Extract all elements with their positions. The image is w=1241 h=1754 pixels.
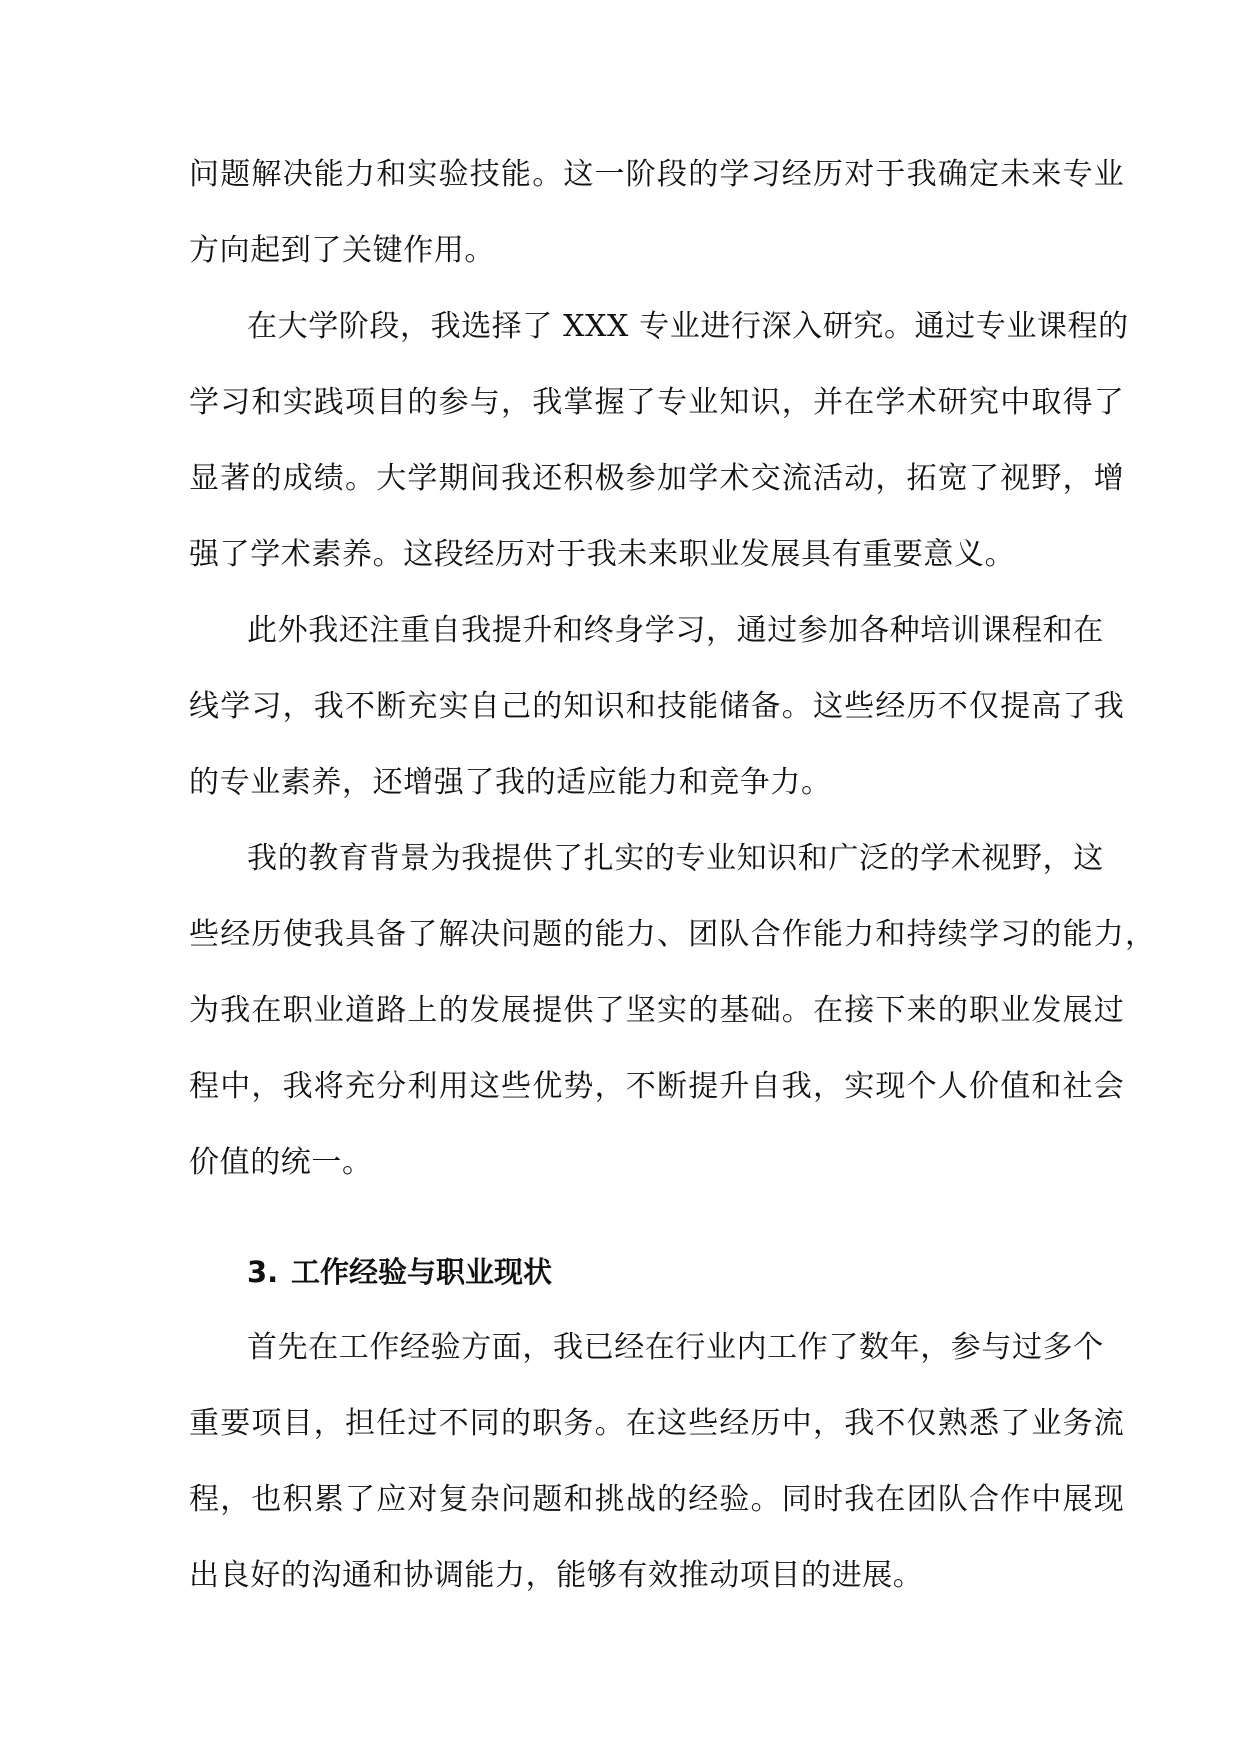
- section-number: 3.: [247, 1255, 279, 1289]
- paragraph-line: 为我在职业道路上的发展提供了坚实的基础。在接下来的职业发展过: [189, 993, 1125, 1028]
- section-title: 工作经验与职业现状: [291, 1255, 553, 1289]
- paragraph-line: 学习和实践项目的参与，我掌握了专业知识，并在学术研究中取得了: [189, 385, 1125, 420]
- paragraph-line: 显著的成绩。大学期间我还积极参加学术交流活动，拓宽了视野，增: [189, 461, 1125, 496]
- section-heading: [247, 1247, 552, 1297]
- paragraph-line: 问题解决能力和实验技能。这一阶段的学习经历对于我确定未来专业: [189, 157, 1125, 192]
- paragraph-line: 线学习，我不断充实自己的知识和技能储备。这些经历不仅提高了我: [189, 689, 1125, 724]
- paragraph-line: 程，也积累了应对复杂问题和挑战的经验。同时我在团队合作中展现: [189, 1482, 1125, 1517]
- paragraph-line: 出良好的沟通和协调能力，能够有效推动项目的进展。: [189, 1558, 924, 1593]
- paragraph-line: 重要项目，担任过不同的职务。在这些经历中，我不仅熟悉了业务流: [189, 1406, 1125, 1441]
- paragraph-line: 程中，我将充分利用这些优势，不断提升自我，实现个人价值和社会: [189, 1069, 1125, 1104]
- paragraph-line: 首先在工作经验方面，我已经在行业内工作了数年，参与过多个: [247, 1330, 1104, 1365]
- paragraph-line: 的专业素养，还增强了我的适应能力和竞争力。: [189, 765, 832, 800]
- paragraph-line: 价值的统一。: [189, 1145, 373, 1180]
- paragraph-line: 此外我还注重自我提升和终身学习，通过参加各种培训课程和在: [247, 613, 1104, 648]
- paragraph-line: 方向起到了关键作用。: [189, 233, 495, 268]
- paragraph-line: 些经历使我具备了解决问题的能力、团队合作能力和持续学习的能力，: [189, 917, 1157, 952]
- paragraph-line: 我的教育背景为我提供了扎实的专业知识和广泛的学术视野，这: [247, 841, 1104, 876]
- paragraph-line: 在大学阶段，我选择了 XXX 专业进行深入研究。通过专业课程的: [247, 309, 1129, 344]
- paragraph-line: 强了学术素养。这段经历对于我未来职业发展具有重要意义。: [189, 537, 1016, 572]
